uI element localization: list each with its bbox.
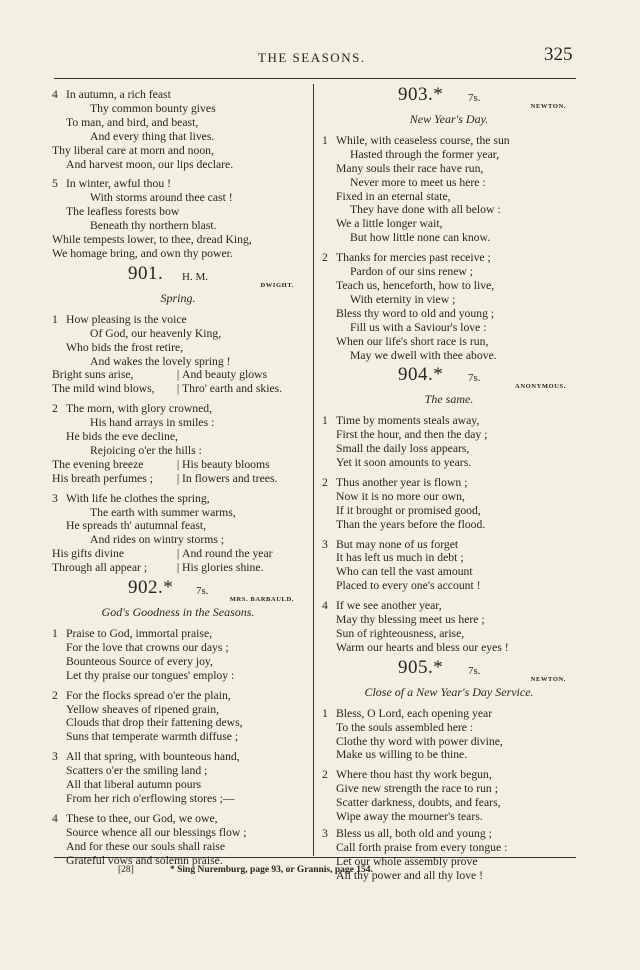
verse-line: Yet it soon amounts to years.: [336, 456, 472, 470]
verse-line: When our life's short race is run,: [336, 334, 489, 348]
verse-line: He spreads th' autumnal feast,: [66, 519, 207, 533]
verse-line: With life he clothes the spring,: [66, 491, 210, 505]
verse-line: Fixed in an eternal state,: [336, 189, 451, 203]
verse-line: How pleasing is the voice: [66, 312, 187, 326]
stanza: [52, 689, 304, 745]
divider-bar: |: [176, 368, 180, 382]
verse-line: In winter, awful thou !: [66, 177, 172, 191]
verse-line: Bless, O Lord, each opening year: [336, 706, 493, 720]
divider-bar: |: [176, 457, 180, 471]
verse-line: All that liberal autumn pours: [66, 778, 202, 792]
stanza-number: 2: [322, 251, 328, 265]
signature-mark: [28]: [118, 865, 134, 875]
stanza-number: 1: [322, 706, 328, 720]
divider-bar: |: [176, 382, 180, 396]
verse-line: And rides on wintry storms ;: [90, 533, 225, 547]
verse-line: Make us willing to be thine.: [336, 748, 468, 762]
stanza-number: 4: [52, 88, 58, 101]
stanza-number: 1: [322, 414, 328, 428]
verse-line: And wakes the lovely spring !: [90, 354, 231, 368]
verse-line: Clothe thy word with power divine,: [336, 734, 503, 748]
hymn-number: 905.*: [398, 656, 444, 678]
verse-line: For the flocks spread o'er the plain,: [66, 688, 231, 702]
stanza: [52, 402, 304, 485]
verse-line: While, with ceaseless course, the sun: [336, 133, 510, 147]
verse-line: We homage bring, and own thy power.: [52, 246, 233, 260]
header-rule: [54, 78, 576, 79]
verse-line: Yellow sheaves of ripened grain,: [66, 702, 219, 716]
verse-line: Thy common bounty gives: [90, 101, 216, 115]
hymn-header: [52, 577, 304, 605]
verse-line: But how little none can know.: [350, 231, 491, 245]
verse-line: Pardon of our sins renew ;: [350, 265, 474, 279]
verse-line: Let thy praise our tongues' employ :: [66, 668, 235, 682]
verse-line: While tempests lower, to thee, dread King,: [52, 233, 252, 247]
hymn-header: [322, 84, 576, 112]
verse-line: These to thee, our God, we owe,: [66, 811, 218, 825]
verse-line: May we dwell with thee above.: [350, 348, 497, 362]
verse-line: Wipe away the mourner's tears.: [336, 810, 483, 824]
stanza: [322, 599, 576, 655]
column-divider: [313, 84, 314, 856]
verse-line: In flowers and trees.: [182, 471, 278, 485]
page-title: THE SEASONS.: [258, 50, 366, 65]
verse-line: Warm our hearts and bless our eyes !: [336, 640, 509, 654]
verse-line: Than the years before the flood.: [336, 517, 486, 531]
verse-line: Give new strength the race to run ;: [336, 782, 498, 796]
hymn-number: 902.*: [128, 577, 174, 599]
verse-line: Bless us all, both old and young ;: [336, 826, 492, 840]
page-number: 325: [544, 44, 573, 65]
stanza: [322, 414, 576, 470]
verse-line: His hand arrays in smiles :: [90, 416, 215, 430]
divider-bar: |: [176, 561, 180, 575]
verse-line: Let our whole assembly prove: [336, 854, 478, 868]
left-column: [52, 88, 304, 874]
verse-line: We a little longer wait,: [336, 217, 443, 231]
hymn-header: [322, 364, 576, 392]
verse-line: For the love that crowns our days ;: [66, 640, 229, 654]
stanza-number: 3: [52, 491, 58, 505]
verse-line: Thanks for mercies past receive ;: [336, 251, 491, 265]
divider-bar: |: [176, 547, 180, 561]
verse-line: All thy power and all thy love !: [336, 868, 484, 882]
stanza: [322, 707, 576, 763]
verse-line: The earth with summer warms,: [90, 505, 236, 519]
verse-line: Scatter darkness, doubts, and fears,: [336, 796, 501, 810]
stanza-number: 2: [52, 402, 58, 416]
hymn-number: 904.*: [398, 364, 444, 386]
verse-line: They have done with all below :: [350, 203, 501, 217]
verse-line: He bids the eve decline,: [66, 430, 178, 444]
verse-line: Clouds that drop their fattening dews,: [66, 716, 243, 730]
hymn-subtitle: Spring.: [160, 290, 196, 305]
verse-line: May thy blessing meet us here ;: [336, 613, 485, 627]
verse-line: Teach us, henceforth, how to live,: [336, 278, 495, 292]
verse-line: Never more to meet us here :: [350, 175, 486, 189]
hymn-header: [322, 656, 576, 685]
verse-line: Call forth praise from every tongue :: [336, 840, 508, 854]
verse-line: Who can tell the vast amount: [336, 565, 473, 579]
hymn-author: DWIGHT.: [260, 281, 294, 289]
verse-line: Time by moments steals away,: [336, 414, 480, 428]
hymn-subtitle: Close of a New Year's Day Service.: [364, 684, 534, 699]
verse-line: With eternity in view ;: [350, 292, 456, 306]
split-line: [52, 561, 304, 575]
stanza: [52, 177, 304, 260]
verse-line: And harvest moon, our lips declare.: [66, 157, 234, 171]
verse-line: The evening breeze: [52, 457, 144, 471]
verse-line: Of God, our heavenly King,: [90, 326, 222, 340]
verse-line: The leafless forests bow: [66, 205, 180, 219]
stanza-number: 2: [322, 768, 328, 782]
verse-line: Bounteous Source of every joy,: [66, 654, 213, 668]
verse-line: Where thou hast thy work begun,: [336, 768, 492, 782]
verse-line: All that spring, with bounteous hand,: [66, 750, 240, 764]
stanza-number: 3: [322, 537, 328, 551]
verse-line: But may none of us forget: [336, 537, 459, 551]
stanza-number: 1: [52, 627, 58, 640]
verse-line: And beauty glows: [182, 368, 268, 382]
verse-line: From her rich o'erflowing stores ;—: [66, 791, 235, 805]
hymn-author: NEWTON.: [530, 103, 566, 110]
verse-line: The morn, with glory crowned,: [66, 402, 213, 416]
hymn-author: NEWTON.: [530, 675, 566, 683]
hymn-meter: 7s.: [468, 92, 481, 104]
stanza-number: 5: [52, 177, 58, 191]
verse-line: His breath perfumes ;: [52, 471, 153, 485]
footnote: * Sing Nuremburg, page 93, or Grannis, page 154.: [170, 865, 373, 875]
stanza: [52, 88, 304, 171]
verse-line: Thy liberal care at morn and noon,: [52, 143, 214, 157]
hymn-meter: H. M.: [182, 270, 208, 283]
stanza-number: 2: [322, 475, 328, 489]
verse-line: Source whence all our blessings flow ;: [66, 825, 247, 839]
stanza-number: 2: [52, 688, 58, 702]
hymn-header: [52, 262, 304, 291]
stanza: [52, 627, 304, 683]
verse-line: Thus another year is flown ;: [336, 475, 468, 489]
stanza: [52, 750, 304, 806]
stanza-number: 1: [322, 133, 328, 147]
split-line: [52, 368, 304, 382]
verse-line: To man, and bird, and beast,: [66, 115, 199, 129]
hymn-subtitle: God's Goodness in the Seasons.: [101, 605, 255, 620]
stanza: [52, 812, 304, 868]
hymn-subtitle: New Year's Day.: [409, 112, 489, 126]
verse-line: Hasted through the former year,: [350, 147, 500, 161]
verse-line: Now it is no more our own,: [336, 489, 465, 503]
verse-line: And round the year: [182, 547, 273, 561]
stanza-number: 4: [52, 811, 58, 825]
verse-line: Fill us with a Saviour's love :: [350, 320, 487, 334]
verse-line: Suns that temperate warmth diffuse ;: [66, 730, 239, 744]
stanza-number: 3: [322, 826, 328, 840]
stanza: [52, 492, 304, 575]
verse-line: If we see another year,: [336, 599, 442, 613]
verse-line: His gifts divine: [52, 547, 125, 561]
verse-line: Through all appear ;: [52, 561, 148, 575]
stanza-number: 3: [52, 750, 58, 764]
verse-line: Grateful vows and solemn praise.: [66, 853, 223, 867]
split-line: [52, 458, 304, 472]
verse-line: Rejoicing o'er the hills :: [90, 443, 202, 457]
verse-line: Many souls their race have run,: [336, 161, 484, 175]
hymn-number: 901.: [128, 262, 164, 284]
verse-line: And for these our souls shall raise: [66, 839, 226, 853]
hymn-number: 903.*: [398, 84, 444, 105]
hymn-subtitle: The same.: [424, 392, 474, 407]
stanza-number: 1: [52, 312, 58, 326]
stanza: [52, 313, 304, 396]
verse-line: Thro' earth and skies.: [182, 382, 283, 396]
verse-line: Bright suns arise,: [52, 368, 134, 382]
page-header: [0, 44, 640, 72]
split-line: [52, 472, 304, 486]
stanza: [322, 476, 576, 532]
split-line: [52, 547, 304, 561]
stanza: [322, 538, 576, 594]
verse-line: Placed to every one's account !: [336, 579, 481, 593]
hymn-author: MRS. BARBAULD.: [229, 596, 294, 604]
stanza: [322, 251, 576, 362]
verse-line: The mild wind blows,: [52, 382, 155, 396]
verse-line: Who bids the frost retire,: [66, 340, 184, 354]
verse-line: Small the daily loss appears,: [336, 442, 470, 456]
stanza: [322, 134, 576, 245]
verse-line: Sun of righteousness, arise,: [336, 627, 465, 640]
verse-line: Praise to God, immortal praise,: [66, 627, 213, 640]
verse-line: Bless thy word to old and young ;: [336, 306, 495, 320]
hymn-meter: 7s.: [468, 664, 481, 677]
verse-line: And every thing that lives.: [90, 129, 215, 143]
verse-line: His beauty blooms: [182, 457, 270, 471]
hymn-meter: 7s.: [468, 372, 481, 385]
stanza: [322, 768, 576, 824]
verse-line: To the souls assembled here :: [336, 720, 474, 734]
verse-line: Beneath thy northern blast.: [90, 219, 217, 233]
verse-line: If it brought or promised good,: [336, 503, 481, 517]
hymn-meter: 7s.: [196, 585, 209, 598]
verse-line: In autumn, a rich feast: [66, 88, 171, 101]
split-line: [52, 382, 304, 396]
verse-line: It has left us much in debt ;: [336, 551, 464, 565]
divider-bar: |: [176, 471, 180, 485]
hymn-author: ANONYMOUS.: [515, 383, 566, 391]
verse-line: First the hour, and then the day ;: [336, 428, 488, 442]
stanza-number: 4: [322, 599, 328, 613]
verse-line: With storms around thee cast !: [90, 191, 233, 205]
verse-line: Scatters o'er the smiling land ;: [66, 764, 208, 778]
right-column: [322, 84, 576, 889]
verse-line: His glories shine.: [182, 561, 264, 575]
